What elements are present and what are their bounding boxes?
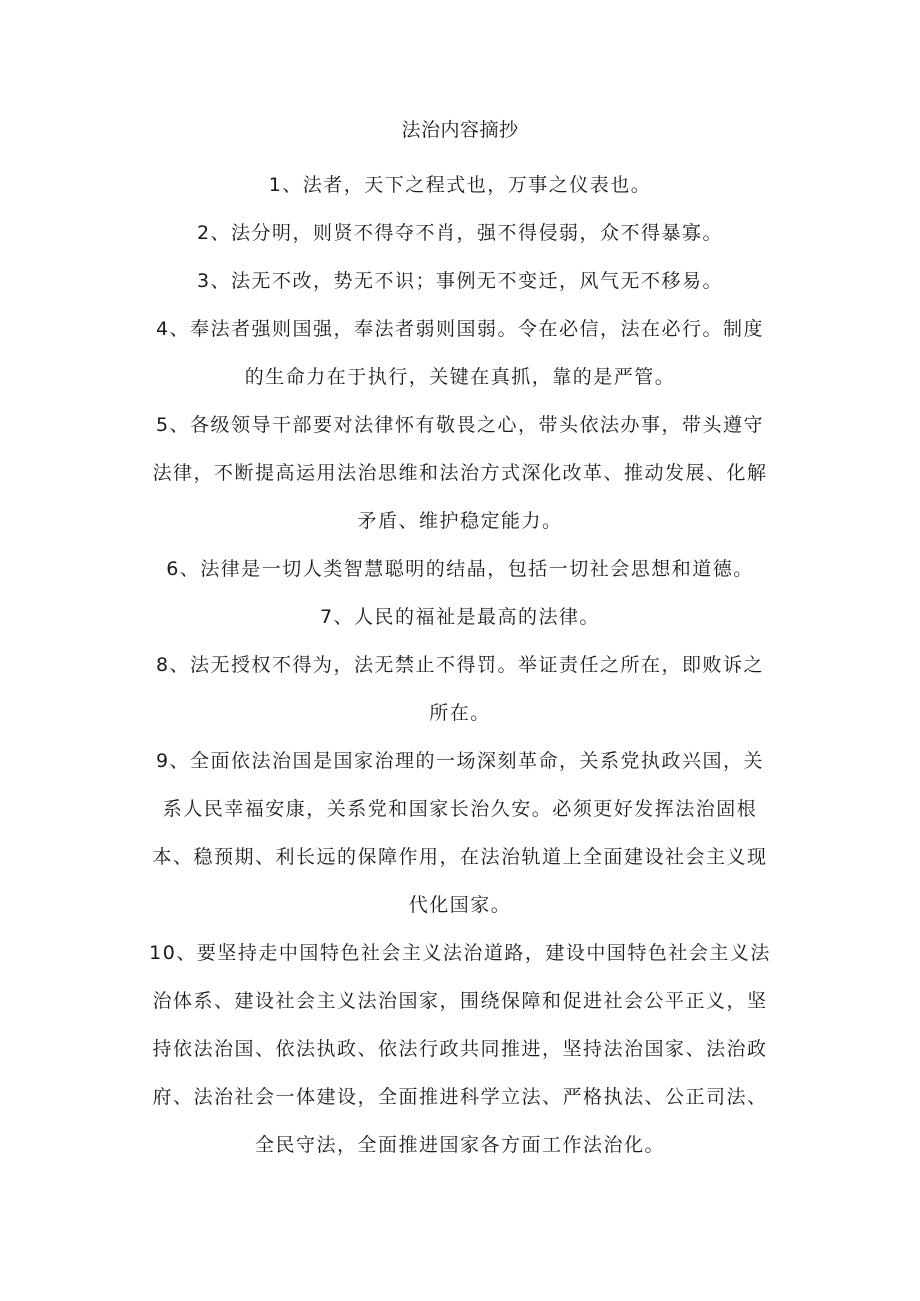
list-item-3: 3、法无不改，势无不识；事例无不变迁，风气无不移易。 <box>196 270 724 292</box>
list-item-9: 9、全面依法治国是国家治理的一场深刻革命，关系党执政兴国，关系人民幸福安康，关系党和国家长治久安。必须更好发挥法治固根本、稳预期、利长远的保障作用，在法治轨道上全面建设社会主义现代化国家。 <box>152 750 768 916</box>
list-item-10: 10、要坚持走中国特色社会主义法治道路，建设中国特色社会主义法治体系、建设社会主义法治国家，围绕保障和促进社会公平正义，坚持依法治国、依法执政、依法行政共同推进，坚持法治国家、法治政府、法治社会一体建设，全面推进科学立法、严格执法、公正司法、全民守法，全面推进国家各方面工作法治化。 <box>149 942 771 1156</box>
list-item-6: 6、法律是一切人类智慧聪明的结晶，包括一切社会思想和道德。 <box>166 558 754 580</box>
document-body <box>148 161 772 1169</box>
document-title: 法治内容摘抄 <box>401 119 519 141</box>
list-item-4: 4、奉法者强则国强，奉法者弱则国弱。令在必信，法在必行。制度的生命力在于执行，关键在真抓，靠的是严管。 <box>155 318 765 388</box>
list-item-5: 5、各级领导干部要对法律怀有敬畏之心，带头依法办事，带头遵守法律，不断提高运用法治思维和法治方式深化改革、推动发展、化解矛盾、维护稳定能力。 <box>152 414 768 532</box>
list-item-8: 8、法无授权不得为，法无禁止不得罚。举证责任之所在，即败诉之所在。 <box>155 654 765 724</box>
list-item-2: 2、法分明，则贤不得夺不肖，强不得侵弱，众不得暴寡。 <box>196 222 724 244</box>
list-item-7: 7、人民的福祉是最高的法律。 <box>319 606 601 628</box>
list-item-1: 1、法者，天下之程式也，万事之仪表也。 <box>268 174 652 196</box>
